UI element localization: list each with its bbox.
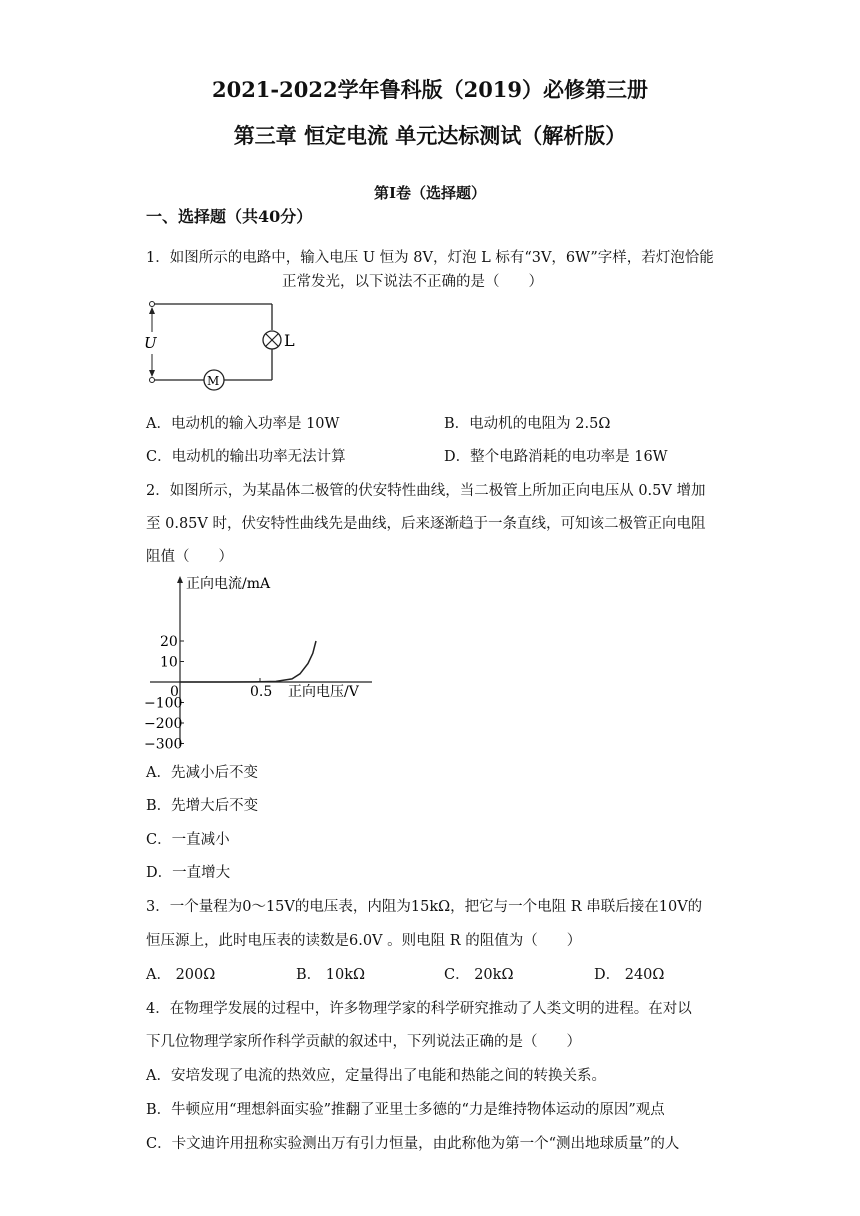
question-4-text-line2: 下几位物理学家所作科学贡献的叙述中，下列说法正确的是（ ） bbox=[146, 1034, 581, 1050]
question-1-option-b: B．电动机的电阻为 2.5Ω bbox=[444, 416, 611, 432]
y-tick-label: −200 bbox=[144, 716, 183, 732]
question-2-option-c: C．一直减小 bbox=[146, 832, 230, 848]
question-1-option-c: C．电动机的输出功率无法计算 bbox=[146, 449, 346, 465]
y-axis-label: 正向电流/mA bbox=[186, 576, 271, 592]
input-terminal-bottom bbox=[150, 378, 155, 383]
input-terminal-top bbox=[150, 302, 155, 307]
document-title-line1: 2021-2022学年鲁科版（2019）必修第三册 bbox=[211, 77, 649, 102]
question-3-option-d: D． 240Ω bbox=[594, 967, 665, 983]
volume-heading: 第I卷（选择题） bbox=[373, 184, 487, 202]
question-4-option-a: A．安培发现了电流的热效应，定量得出了电能和热能之间的转换关系。 bbox=[146, 1068, 606, 1084]
question-2-text-line3: 阻值（ ） bbox=[146, 549, 233, 565]
question-3-option-b: B． 10kΩ bbox=[296, 967, 366, 983]
question-4-option-c: C．卡文迪许用扭称实验测出万有引力恒量，由此称他为第一个“测出地球质量”的人 bbox=[146, 1136, 680, 1152]
question-4-option-b: B．牛顿应用“理想斜面实验”推翻了亚里士多德的“力是维持物体运动的原因”观点 bbox=[146, 1102, 665, 1118]
y-tick-label: 20 bbox=[160, 634, 178, 650]
lamp-label: L bbox=[284, 331, 295, 350]
question-1-text-line2: 正常发光，以下说法不正确的是（ ） bbox=[282, 274, 543, 290]
question-3-option-a: A． 200Ω bbox=[146, 967, 216, 983]
question-1-text-line1: 1．如图所示的电路中，输入电压 U 恒为 8V，灯泡 L 标有“3V，6W”字样，若灯泡恰能 bbox=[146, 250, 714, 266]
y-tick-label: −100 bbox=[144, 695, 183, 712]
question-2-text-line1: 2．如图所示，为某晶体二极管的伏安特性曲线，当二极管上所加正向电压从 0.5V 增加 bbox=[146, 483, 706, 499]
y-axis-arrow bbox=[177, 576, 183, 583]
motor-label: M bbox=[207, 374, 220, 388]
x-tick-label: 0.5 bbox=[250, 684, 273, 700]
question-2-option-b: B．先增大后不变 bbox=[146, 798, 259, 814]
circuit-diagram bbox=[142, 296, 302, 396]
question-3-text-line2: 恒压源上，此时电压表的读数是6.0V 。则电阻 R 的阻值为（ ） bbox=[146, 933, 582, 949]
iv-curve-chart bbox=[140, 570, 380, 755]
x-axis-label: 正向电压/V bbox=[288, 684, 359, 700]
question-2-option-d: D．一直增大 bbox=[146, 865, 231, 881]
voltage-label: U bbox=[144, 334, 157, 352]
question-2-text-line2: 至 0.85V 时，伏安特性曲线先是曲线，后来逐渐趋于一条直线，可知该二极管正向电阻 bbox=[146, 516, 706, 532]
question-4-text-line1: 4．在物理学发展的过程中，许多物理学家的科学研究推动了人类文明的进程。在对以 bbox=[146, 1001, 692, 1017]
y-tick-label: 10 bbox=[160, 654, 178, 671]
question-3-text-line1: 3．一个量程为0～15V的电压表，内阻为15kΩ，把它与一个电阻 R 串联后接在10V的 bbox=[146, 899, 703, 915]
section-heading: 一、选择题（共40分） bbox=[146, 207, 313, 226]
question-1-option-a: A．电动机的输入功率是 10W bbox=[146, 416, 340, 432]
document-title-line2: 第三章 恒定电流 单元达标测试（解析版） bbox=[233, 123, 627, 148]
question-3-option-c: C． 20kΩ bbox=[444, 967, 514, 983]
question-1-option-d: D．整个电路消耗的电功率是 16W bbox=[444, 449, 668, 465]
iv-curve-series bbox=[180, 641, 316, 682]
y-tick-label: −300 bbox=[144, 736, 183, 753]
question-2-option-a: A．先减小后不变 bbox=[146, 765, 258, 781]
x-tick-label: 0 bbox=[170, 684, 179, 700]
